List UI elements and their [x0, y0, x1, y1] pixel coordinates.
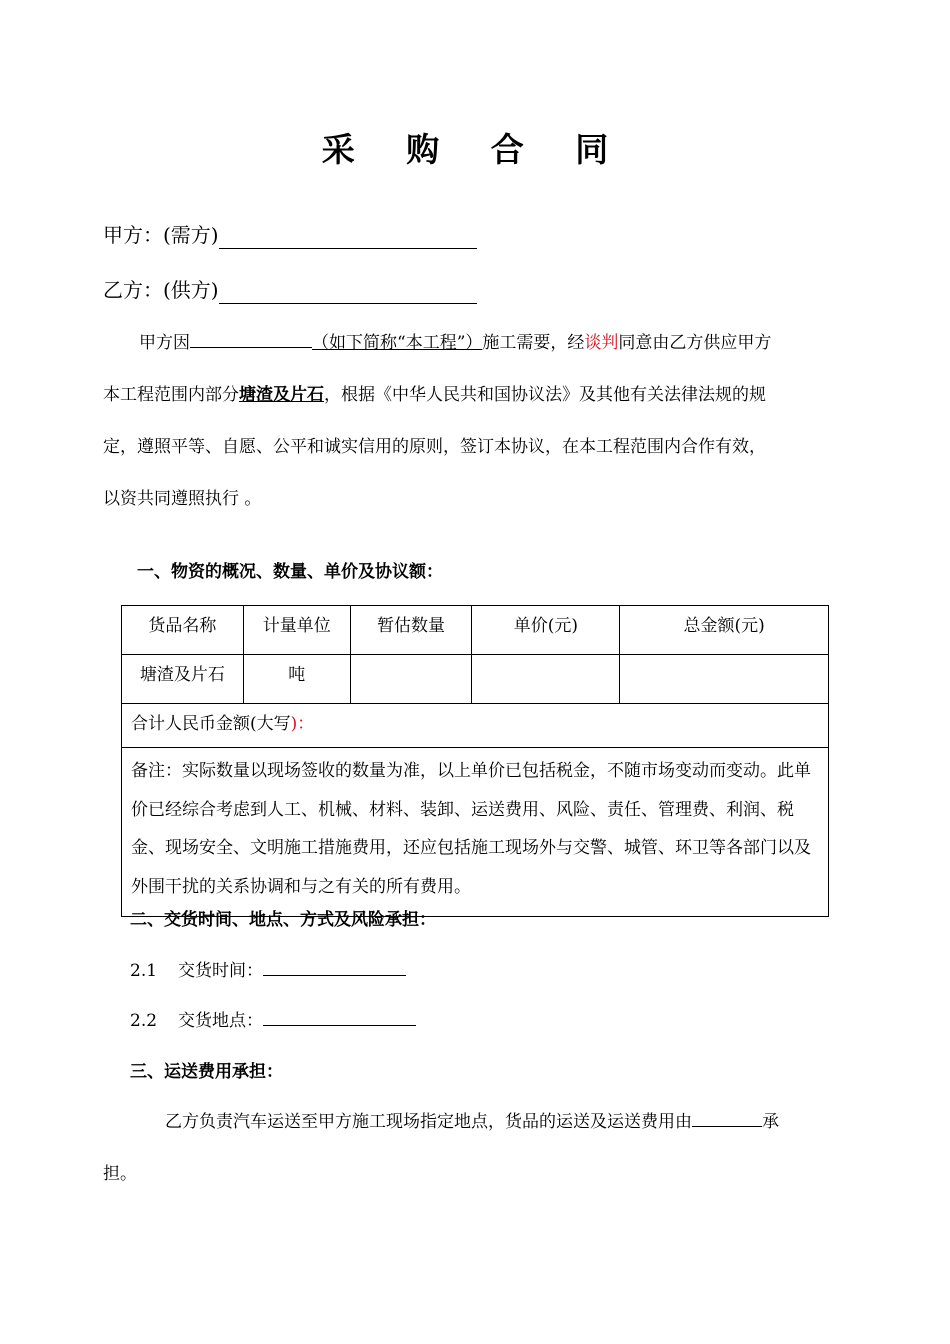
item-number: 2.2 — [130, 1011, 158, 1031]
intro-text: 定，遵照平等、自愿、公平和诚实信用的原则，签订本协议，在本工程范围内合作有效， — [103, 437, 766, 457]
material-name: 塘渣及片石 — [239, 385, 324, 405]
table-cell-total[interactable] — [620, 655, 829, 704]
total-label-suffix: )： — [290, 714, 315, 734]
intro-text: ，根据《中华人民共和国协议法》及其他有关法律法规的规 — [324, 385, 766, 405]
table-row — [122, 655, 829, 704]
party-b-line — [103, 276, 477, 304]
party-a-blank[interactable] — [219, 224, 477, 249]
document-title: 采 购 合 同 — [321, 130, 629, 169]
delivery-place-blank[interactable] — [263, 1007, 416, 1026]
transport-paragraph — [103, 1107, 863, 1184]
total-label: 合计人民币金额(大写 — [131, 714, 291, 734]
intro-text: 甲方因 — [139, 333, 190, 353]
intro-text: 本工程范围内部分 — [103, 385, 239, 405]
table-header-cell: 总金额(元) — [620, 606, 829, 655]
table-header-cell: 单价(元) — [472, 606, 620, 655]
party-b-label: 乙方：(供方) — [103, 278, 219, 302]
party-a-label: 甲方：(需方) — [103, 223, 219, 247]
item-label: 交货时间： — [178, 961, 263, 981]
party-a-line — [103, 221, 477, 249]
intro-paragraph — [103, 317, 863, 525]
intro-highlight-text: 谈判 — [584, 333, 619, 353]
transport-text: 乙方负责汽车运送至甲方施工现场指定地点，货品的运送及运送费用由 — [165, 1112, 692, 1132]
intro-text: 以资共同遵照执行 。 — [103, 489, 262, 509]
transport-text: 担。 — [103, 1164, 137, 1184]
intro-text: 同意由乙方供应甲方 — [618, 333, 772, 353]
delivery-time-item — [130, 956, 406, 981]
table-header-cell: 暂估数量 — [350, 606, 472, 655]
table-cell-unit-price[interactable] — [472, 655, 620, 704]
item-label: 交货地点： — [178, 1011, 263, 1031]
intro-alias-text: （如下简称“本工程”） — [312, 333, 483, 353]
table-cell-quantity[interactable] — [350, 655, 472, 704]
delivery-place-item — [130, 1006, 416, 1031]
table-remark-cell: 备注：实际数量以现场签收的数量为准，以上单价已包括税金，不随市场变动而变动。此单价已经综合考虑到人工、机械、材料、装卸、运送费用、风险、责任、管理费、利润、税金、现场安全、文明施工措施费用，还应包括施工现场外与交警、城管、环卫等各部门以及外围干扰的关系协调和与之有关的所有费用。 — [122, 748, 829, 917]
section2-heading: 二、交货时间、地点、方式及风险承担： — [130, 910, 436, 930]
table-cell-unit: 吨 — [243, 655, 350, 704]
table-remark-row — [122, 748, 829, 917]
table-header-row — [122, 606, 829, 655]
section3-heading: 三、运送费用承担： — [130, 1062, 283, 1082]
table-total-row — [122, 704, 829, 748]
delivery-time-blank[interactable] — [263, 957, 406, 976]
intro-text: 施工需要，经 — [482, 333, 585, 353]
section1-heading: 一、物资的概况、数量、单价及协议额： — [137, 562, 443, 582]
table-cell-item: 塘渣及片石 — [122, 655, 244, 704]
transport-text: 承 — [762, 1112, 779, 1132]
transport-cost-blank[interactable] — [692, 1108, 762, 1127]
item-number: 2.1 — [130, 961, 158, 981]
table-header-cell: 货品名称 — [122, 606, 244, 655]
table-header-cell: 计量单位 — [243, 606, 350, 655]
goods-table — [121, 605, 829, 917]
table-total-cell[interactable] — [122, 704, 829, 748]
party-b-blank[interactable] — [219, 279, 477, 304]
project-name-blank[interactable] — [190, 327, 312, 348]
